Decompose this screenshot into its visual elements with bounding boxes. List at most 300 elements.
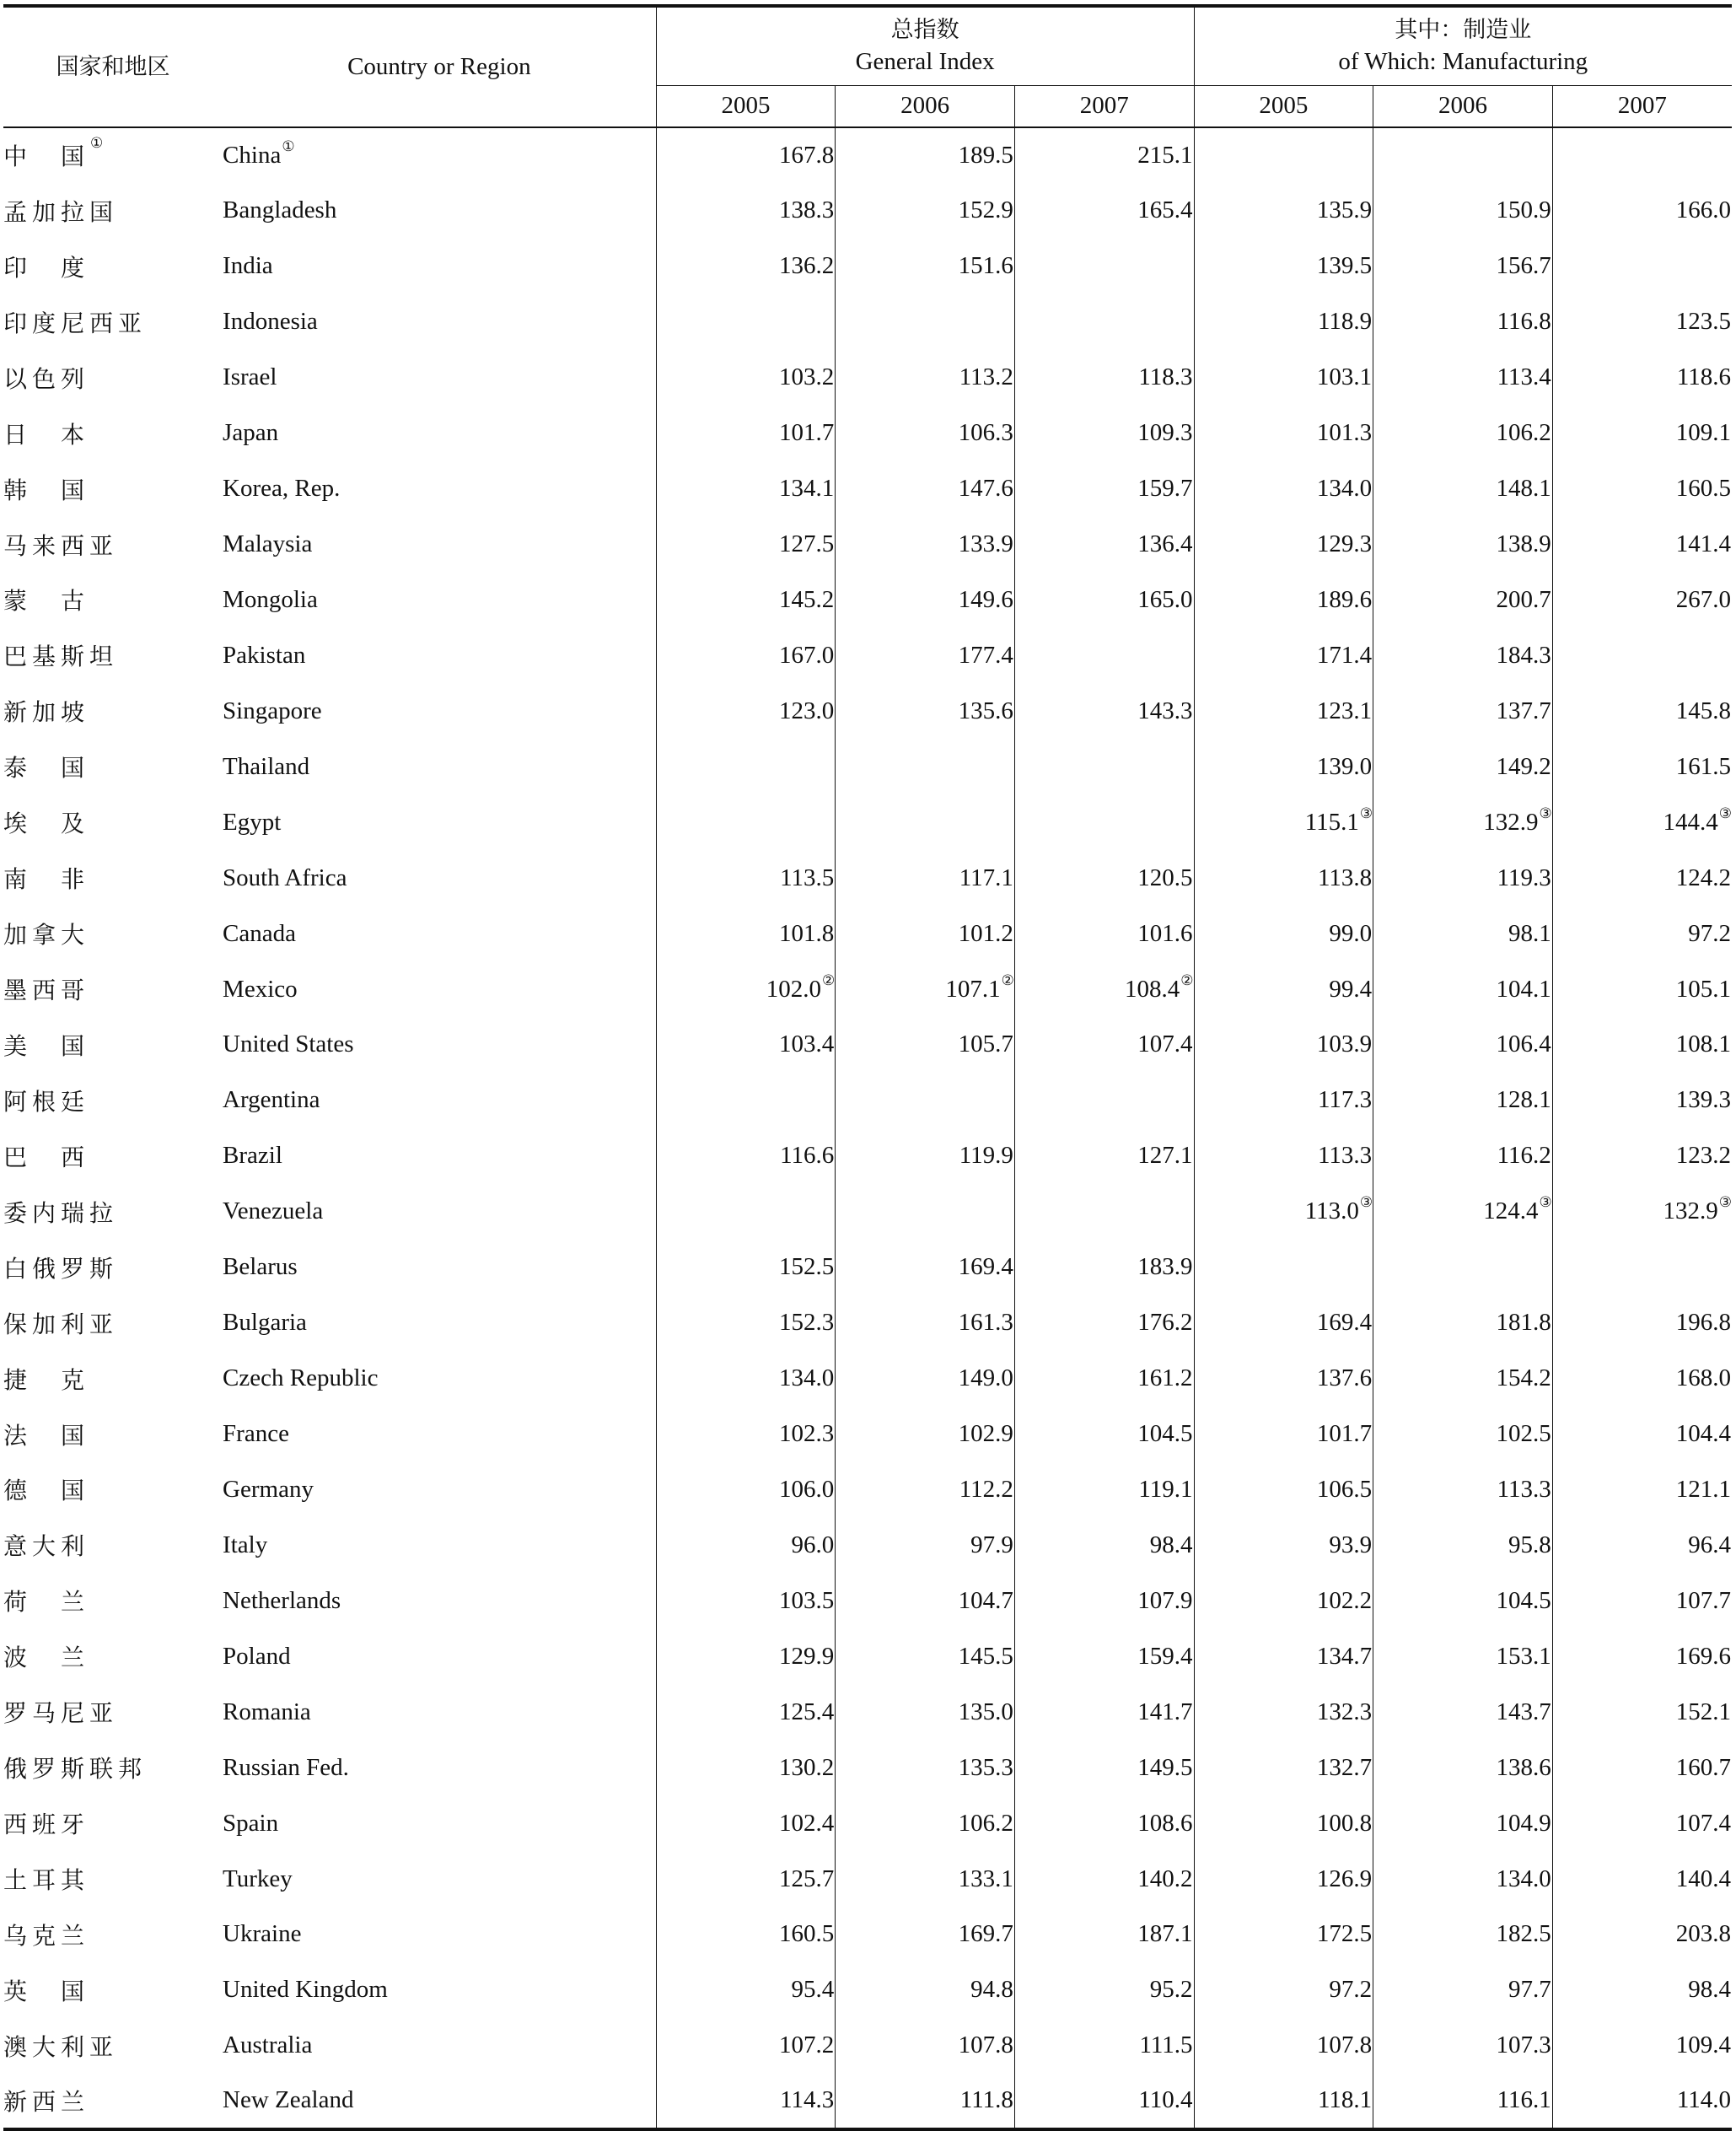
country-cn-text: 新西兰 (3, 2087, 90, 2116)
value-manuf-2005 (1194, 739, 1373, 794)
value-text: 105.7 (958, 1031, 1013, 1058)
table-row (3, 1351, 1732, 1407)
value-text: 165.0 (1137, 585, 1193, 613)
value-general-2007 (1014, 1740, 1194, 1795)
value-manuf-2005 (1194, 850, 1373, 906)
value-text: 108.4 (1125, 975, 1180, 1003)
value-general-2006 (836, 794, 1015, 850)
value-text: 187.1 (1137, 1920, 1193, 1948)
value-text: 138.9 (1496, 530, 1551, 558)
country-cn-text: 蒙 古 (3, 587, 90, 616)
value-manuf-2006 (1373, 1907, 1553, 1962)
value-general-2006 (836, 627, 1015, 683)
country-en-text: United States (223, 1031, 354, 1058)
value-manuf-2007 (1552, 350, 1732, 406)
value-general-2005 (656, 1851, 836, 1907)
value-text: 119.9 (959, 1142, 1013, 1170)
value-general-2007 (1014, 1628, 1194, 1684)
value-text: 161.3 (958, 1309, 1013, 1337)
value-manuf-2005 (1194, 1517, 1373, 1573)
value-general-2007 (1014, 2074, 1194, 2129)
value-text: 189.5 (958, 141, 1013, 169)
country-name-en (223, 906, 656, 961)
value-text: 137.7 (1496, 697, 1551, 724)
country-name-cn (3, 1573, 223, 1628)
country-name-en (223, 1628, 656, 1684)
value-text: 107.8 (958, 2031, 1013, 2059)
value-text: 117.3 (1317, 1086, 1373, 1114)
value-general-2007 (1014, 1907, 1194, 1962)
value-manuf-2006 (1373, 1684, 1553, 1740)
value-text: 104.7 (958, 1586, 1013, 1614)
value-text: 106.4 (1496, 1031, 1551, 1058)
value-text: 98.4 (1688, 1976, 1731, 2004)
value-text: 102.5 (1496, 1420, 1551, 1448)
value-text: 107.2 (779, 2031, 835, 2059)
country-cn-text: 俄罗斯联邦 (3, 1755, 148, 1784)
country-name-cn (3, 1962, 223, 2018)
value-manuf-2007 (1552, 294, 1732, 350)
country-en-text: India (223, 252, 273, 280)
value-text: 160.5 (1675, 475, 1731, 503)
table-row (3, 1407, 1732, 1462)
table-row (3, 1628, 1732, 1684)
table-row (3, 1017, 1732, 1073)
value-text: 133.9 (958, 530, 1013, 558)
country-en-text: France (223, 1420, 289, 1448)
value-text: 184.3 (1496, 641, 1551, 669)
value-manuf-2005 (1194, 2074, 1373, 2129)
country-name-en (223, 1740, 656, 1795)
value-manuf-2006 (1373, 850, 1553, 906)
value-manuf-2005 (1194, 350, 1373, 406)
value-text: 98.4 (1149, 1531, 1193, 1558)
value-text: 177.4 (958, 641, 1013, 669)
value-general-2006 (836, 1573, 1015, 1628)
header-manufacturing (1194, 6, 1732, 86)
value-general-2005 (656, 1517, 836, 1573)
country-cn-text: 英 国 (3, 1977, 90, 2005)
value-text: 169.7 (958, 1920, 1013, 1948)
country-name-cn (3, 1907, 223, 1962)
value-manuf-2005 (1194, 1740, 1373, 1795)
value-general-2005 (656, 1962, 836, 2018)
country-en-text: Japan (223, 419, 279, 447)
value-manuf-2005 (1194, 1407, 1373, 1462)
value-general-2006 (836, 850, 1015, 906)
value-text: 123.1 (1316, 697, 1373, 724)
value-general-2005 (656, 239, 836, 294)
value-general-2006 (836, 1851, 1015, 1907)
table-row (3, 1240, 1732, 1295)
table-row (3, 1128, 1732, 1184)
country-en-text: Singapore (223, 697, 322, 724)
country-name-cn (3, 1017, 223, 1073)
country-name-cn (3, 517, 223, 573)
value-text: 129.3 (1316, 530, 1373, 558)
table-row (3, 461, 1732, 517)
value-text: 107.3 (1496, 2031, 1551, 2059)
table-row (3, 1795, 1732, 1851)
value-text: 169.6 (1675, 1642, 1731, 1670)
value-text: 147.6 (958, 475, 1013, 503)
country-cn-text: 中 国 (3, 143, 90, 171)
country-name-en (223, 1351, 656, 1407)
value-general-2005 (656, 1684, 836, 1740)
value-text: 109.1 (1675, 419, 1731, 447)
value-text: 127.5 (779, 530, 835, 558)
value-manuf-2005 (1194, 239, 1373, 294)
value-general-2006 (836, 183, 1015, 239)
value-text: 138.3 (779, 196, 835, 224)
country-name-cn (3, 2074, 223, 2129)
value-manuf-2007 (1552, 1017, 1732, 1073)
value-text: 95.8 (1508, 1531, 1551, 1558)
country-name-cn (3, 1073, 223, 1128)
value-general-2007 (1014, 1295, 1194, 1351)
value-manuf-2006 (1373, 1851, 1553, 1907)
header-year-manuf-2005: 2005 (1194, 86, 1373, 128)
value-text: 124.2 (1675, 864, 1731, 891)
value-manuf-2006 (1373, 1573, 1553, 1628)
country-cn-text: 西班牙 (3, 1811, 90, 1839)
value-general-2005 (656, 1295, 836, 1351)
country-cn-text: 以色列 (3, 364, 90, 393)
value-manuf-2005 (1194, 1128, 1373, 1184)
country-cn-text: 马来西亚 (3, 531, 119, 560)
value-general-2006 (836, 1128, 1015, 1184)
value-manuf-2007 (1552, 573, 1732, 628)
value-manuf-2006 (1373, 294, 1553, 350)
country-name-cn (3, 1240, 223, 1295)
value-manuf-2006 (1373, 1462, 1553, 1518)
country-name-en (223, 1240, 656, 1295)
value-manuf-2006 (1373, 1240, 1553, 1295)
value-text: 102.2 (1316, 1586, 1373, 1614)
value-text: 134.0 (779, 1364, 835, 1392)
value-text: 101.7 (779, 419, 835, 447)
table-row (3, 794, 1732, 850)
value-general-2006 (836, 1462, 1015, 1518)
value-text: 104.1 (1496, 975, 1551, 1003)
country-en-text: Egypt (223, 808, 282, 836)
value-manuf-2006 (1373, 1073, 1553, 1128)
value-text: 140.4 (1675, 1865, 1731, 1892)
header-general-en: General Index (855, 48, 995, 75)
value-manuf-2006 (1373, 1128, 1553, 1184)
value-text: 124.4 (1483, 1197, 1539, 1225)
value-manuf-2005 (1194, 961, 1373, 1017)
value-general-2005 (656, 1740, 836, 1795)
country-en-text: Czech Republic (223, 1364, 379, 1392)
value-manuf-2006 (1373, 350, 1553, 406)
value-manuf-2005 (1194, 1462, 1373, 1518)
value-text: 103.2 (779, 363, 835, 391)
country-name-en (223, 1962, 656, 2018)
value-general-2005 (656, 1795, 836, 1851)
value-general-2007 (1014, 406, 1194, 461)
value-text: 111.5 (1139, 2031, 1193, 2059)
value-text: 132.7 (1316, 1753, 1373, 1781)
value-general-2005 (656, 1628, 836, 1684)
value-manuf-2006 (1373, 461, 1553, 517)
value-text: 138.6 (1496, 1753, 1551, 1781)
value-text: 134.7 (1316, 1642, 1373, 1670)
value-text: 134.0 (1496, 1865, 1551, 1892)
value-text: 120.5 (1137, 864, 1193, 891)
value-text: 121.1 (1675, 1475, 1731, 1503)
value-general-2005 (656, 461, 836, 517)
footnote-marker: ① (90, 135, 109, 153)
value-text: 135.3 (958, 1753, 1013, 1781)
country-name-cn (3, 461, 223, 517)
country-en-text: China (223, 141, 282, 169)
value-text: 141.4 (1675, 530, 1731, 558)
table-row (3, 2074, 1732, 2129)
country-name-cn (3, 1740, 223, 1795)
value-manuf-2006 (1373, 1407, 1553, 1462)
value-text: 118.6 (1676, 363, 1731, 391)
country-en-text: Germany (223, 1475, 314, 1503)
country-name-en (223, 239, 656, 294)
value-general-2005 (656, 1184, 836, 1240)
value-general-2005 (656, 961, 836, 1017)
country-en-text: Ukraine (223, 1920, 302, 1948)
country-name-cn (3, 961, 223, 1017)
value-text: 149.0 (958, 1364, 1013, 1392)
value-manuf-2007 (1552, 1573, 1732, 1628)
value-text: 215.1 (1137, 141, 1193, 169)
value-general-2006 (836, 739, 1015, 794)
value-manuf-2007 (1552, 406, 1732, 461)
value-manuf-2007 (1552, 1295, 1732, 1351)
table-row (3, 294, 1732, 350)
value-general-2006 (836, 294, 1015, 350)
country-en-text: Italy (223, 1531, 268, 1558)
table-row (3, 1851, 1732, 1907)
country-name-cn (3, 850, 223, 906)
value-text: 137.6 (1316, 1364, 1373, 1392)
value-general-2007 (1014, 794, 1194, 850)
header-general-index (656, 6, 1194, 86)
value-general-2007 (1014, 1128, 1194, 1184)
country-cn-text: 泰 国 (3, 754, 90, 783)
table-row (3, 1573, 1732, 1628)
country-name-en (223, 406, 656, 461)
country-name-cn (3, 573, 223, 628)
value-general-2005 (656, 850, 836, 906)
value-text: 145.8 (1675, 697, 1731, 724)
value-general-2005 (656, 573, 836, 628)
country-en-text: Mexico (223, 975, 298, 1003)
value-text: 113.2 (959, 363, 1013, 391)
value-general-2007 (1014, 2018, 1194, 2074)
value-text: 148.1 (1496, 475, 1551, 503)
table-row (3, 183, 1732, 239)
value-text: 102.3 (779, 1420, 835, 1448)
value-general-2006 (836, 1351, 1015, 1407)
value-general-2007 (1014, 1184, 1194, 1240)
value-general-2006 (836, 239, 1015, 294)
table-row (3, 239, 1732, 294)
value-general-2007 (1014, 1962, 1194, 2018)
footnote-marker: ② (1180, 971, 1194, 988)
value-text: 125.4 (779, 1698, 835, 1725)
value-text: 106.0 (779, 1475, 835, 1503)
country-name-en (223, 1517, 656, 1573)
country-name-en (223, 739, 656, 794)
country-name-cn (3, 239, 223, 294)
country-cn-text: 罗马尼亚 (3, 1699, 119, 1728)
value-text: 118.1 (1317, 2086, 1373, 2114)
value-text: 134.1 (779, 475, 835, 503)
table-row (3, 573, 1732, 628)
country-name-cn (3, 1295, 223, 1351)
value-manuf-2005 (1194, 1907, 1373, 1962)
country-cn-text: 孟加拉国 (3, 197, 119, 226)
value-general-2005 (656, 1073, 836, 1128)
footnote-marker: ③ (1359, 1194, 1373, 1211)
value-manuf-2007 (1552, 1907, 1732, 1962)
country-name-cn (3, 1517, 223, 1573)
value-text: 129.9 (779, 1642, 835, 1670)
country-en-text: United Kingdom (223, 1976, 388, 2004)
value-text: 107.8 (1316, 2031, 1373, 2059)
country-cn-text: 巴基斯坦 (3, 643, 119, 671)
country-cn-text: 澳大利亚 (3, 2032, 119, 2061)
value-text: 106.3 (958, 419, 1013, 447)
country-name-cn (3, 350, 223, 406)
value-text: 150.9 (1496, 196, 1551, 224)
country-cn-text: 荷 兰 (3, 1588, 90, 1617)
value-text: 149.6 (958, 585, 1013, 613)
table-row (3, 1517, 1732, 1573)
value-manuf-2006 (1373, 183, 1553, 239)
table-row (3, 350, 1732, 406)
footnote-marker: ① (282, 137, 295, 154)
country-cn-text: 美 国 (3, 1031, 90, 1060)
value-text: 130.2 (779, 1753, 835, 1781)
value-text: 101.3 (1316, 419, 1373, 447)
header-manuf-en: of Which: Manufacturing (1338, 48, 1588, 75)
table-row (3, 906, 1732, 961)
value-text: 189.6 (1316, 585, 1373, 613)
country-name-en (223, 1128, 656, 1184)
value-manuf-2006 (1373, 739, 1553, 794)
value-text: 169.4 (1316, 1309, 1373, 1337)
country-name-cn (3, 183, 223, 239)
value-text: 141.7 (1137, 1698, 1193, 1725)
value-general-2007 (1014, 573, 1194, 628)
value-text: 102.0 (766, 975, 822, 1003)
table-row (3, 1462, 1732, 1518)
country-name-cn (3, 127, 223, 183)
value-general-2006 (836, 1740, 1015, 1795)
value-general-2006 (836, 1017, 1015, 1073)
value-general-2006 (836, 1684, 1015, 1740)
value-manuf-2007 (1552, 1684, 1732, 1740)
value-general-2006 (836, 1295, 1015, 1351)
value-text: 144.4 (1663, 808, 1718, 836)
value-text: 126.9 (1316, 1865, 1373, 1892)
value-text: 114.3 (780, 2086, 835, 2114)
value-manuf-2006 (1373, 1628, 1553, 1684)
country-name-en (223, 350, 656, 406)
value-text: 97.2 (1329, 1976, 1373, 2004)
country-name-cn (3, 906, 223, 961)
table-row (3, 1295, 1732, 1351)
value-manuf-2006 (1373, 2018, 1553, 2074)
value-general-2005 (656, 294, 836, 350)
table-row (3, 406, 1732, 461)
country-name-en (223, 127, 656, 183)
value-text: 135.9 (1316, 196, 1373, 224)
country-cn-text: 捷 克 (3, 1365, 90, 1394)
value-manuf-2005 (1194, 1240, 1373, 1295)
country-name-en (223, 2074, 656, 2129)
value-manuf-2007 (1552, 239, 1732, 294)
country-name-cn (3, 1628, 223, 1684)
value-text: 160.7 (1675, 1753, 1731, 1781)
footnote-marker: ② (1001, 971, 1014, 988)
value-text: 133.1 (958, 1865, 1013, 1892)
value-manuf-2007 (1552, 850, 1732, 906)
value-general-2006 (836, 683, 1015, 739)
value-text: 113.3 (1317, 1142, 1373, 1170)
country-name-cn (3, 406, 223, 461)
value-text: 114.0 (1676, 2086, 1731, 2114)
value-manuf-2007 (1552, 1351, 1732, 1407)
value-general-2007 (1014, 850, 1194, 906)
footnote-marker: ② (822, 971, 836, 988)
value-manuf-2005 (1194, 906, 1373, 961)
value-text: 101.2 (958, 919, 1013, 947)
value-general-2005 (656, 2074, 836, 2129)
value-general-2007 (1014, 1017, 1194, 1073)
value-general-2007 (1014, 683, 1194, 739)
header-country-cn: 国家和地区 (56, 53, 170, 80)
country-cn-text: 保加利亚 (3, 1310, 119, 1338)
value-manuf-2006 (1373, 239, 1553, 294)
country-cn-text: 埃 及 (3, 810, 90, 838)
value-manuf-2007 (1552, 683, 1732, 739)
country-cn-text: 阿根廷 (3, 1087, 90, 1116)
value-text: 125.7 (779, 1865, 835, 1892)
value-general-2005 (656, 1017, 836, 1073)
value-text: 116.1 (1497, 2086, 1551, 2114)
value-text: 99.4 (1329, 975, 1373, 1003)
value-general-2007 (1014, 517, 1194, 573)
value-manuf-2005 (1194, 517, 1373, 573)
country-en-text: Korea, Rep. (223, 475, 341, 503)
country-en-text: Netherlands (223, 1586, 341, 1614)
table-row (3, 627, 1732, 683)
value-manuf-2005 (1194, 1573, 1373, 1628)
country-en-text: Malaysia (223, 530, 313, 558)
country-name-en (223, 794, 656, 850)
table-row (3, 1073, 1732, 1128)
header-year-manuf-2006: 2006 (1373, 86, 1553, 128)
country-en-text: Indonesia (223, 308, 318, 336)
country-cn-text: 德 国 (3, 1477, 90, 1505)
value-text: 115.1 (1304, 808, 1359, 836)
value-manuf-2006 (1373, 1351, 1553, 1407)
value-manuf-2005 (1194, 406, 1373, 461)
value-text: 106.5 (1316, 1475, 1373, 1503)
value-text: 123.0 (779, 697, 835, 724)
value-text: 154.2 (1496, 1364, 1551, 1392)
value-text: 100.8 (1316, 1809, 1373, 1837)
